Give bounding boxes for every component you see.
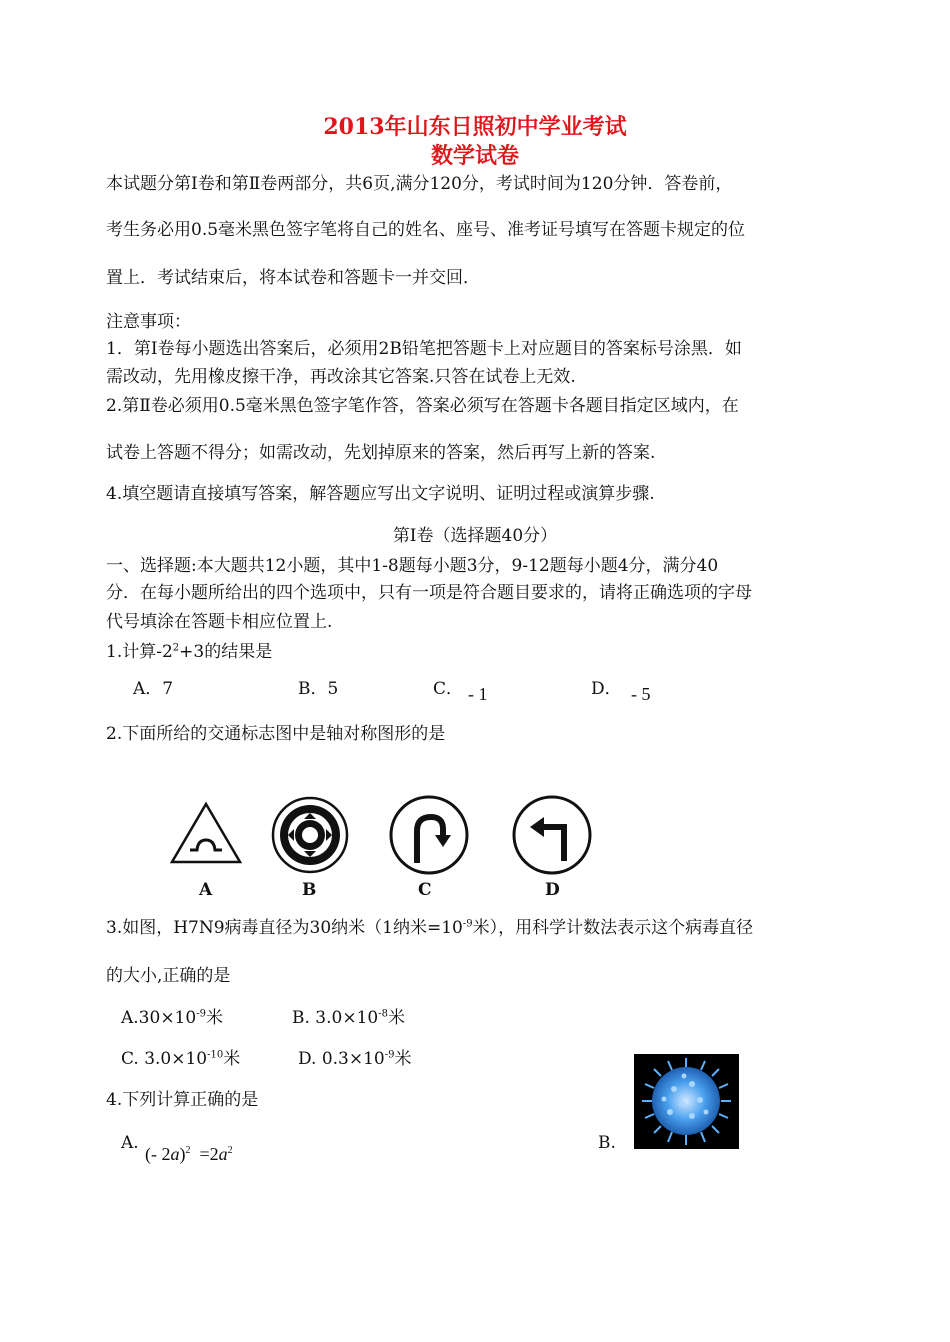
triangle-bump-sign-icon xyxy=(168,800,244,866)
q4-option-a-label: A. xyxy=(121,1133,139,1153)
section-desc-3: 代号填涂在答题卡相应位置上. xyxy=(106,612,333,632)
roundabout-sign-icon xyxy=(270,795,350,875)
note-line-3: 2.第Ⅱ卷必须用0.5毫米黑色签字笔作答，答案必须写在答题卡各题目指定区域内，在 xyxy=(106,396,739,416)
page-subtitle: 数学试卷 xyxy=(430,143,519,169)
left-turn-sign-icon xyxy=(510,793,594,877)
q3-stem-1: 3.如图，H7N9病毒直径为30纳米（1纳米$=10^{-9}$米），用科学计数法表示这个病毒直径 xyxy=(106,918,754,938)
q2-label-a: A xyxy=(199,880,213,900)
section-desc-1: 一、选择题:本大题共12小题，其中1-8题每小题3分，9-12题每小题4分，满分40 xyxy=(106,556,719,576)
q1-option-d-label: D． xyxy=(591,679,622,699)
page-title: 2013年山东日照初中学业考试 xyxy=(323,114,627,140)
note-line-5: 4.填空题请直接填写答案，解答题应写出文字说明、证明过程或演算步骤. xyxy=(106,484,655,504)
q1-option-b: B．5 xyxy=(298,679,339,699)
intro-line-2: 考生务必用0.5毫米黑色签字笔将自己的姓名、座号、准考证号填写在答题卡规定的位 xyxy=(106,220,746,240)
q1-option-d-value: - 5 xyxy=(631,684,651,704)
q1-stem: 1.计算$-2^2+3$的结果是 xyxy=(106,642,273,662)
q4-option-a-formula: (- $2a)^2 =2a^2$ xyxy=(145,1144,233,1164)
q2-label-b: B xyxy=(302,880,317,900)
section-heading: 第Ⅰ卷（选择题40分） xyxy=(392,526,558,546)
q1-option-c-value: - 1 xyxy=(468,684,488,704)
intro-line-3: 置上．考试结束后，将本试卷和答题卡一并交回． xyxy=(106,268,480,288)
u-turn-sign-icon xyxy=(387,793,471,877)
q3-stem-2: 的大小,正确的是 xyxy=(106,966,231,986)
q1-option-c-label: C． xyxy=(433,679,464,699)
note-line-4: 试卷上答题不得分；如需改动，先划掉原来的答案，然后再写上新的答案. xyxy=(106,443,656,463)
q1-option-a: A．7 xyxy=(133,679,174,699)
q4-option-b-label: B. xyxy=(598,1133,616,1153)
q3-option-b: B. $3.0\times 10^{-8}$米 xyxy=(292,1008,405,1028)
virus-image xyxy=(634,1054,739,1149)
q4-stem: 4.下列计算正确的是 xyxy=(106,1090,259,1110)
notes-heading: 注意事项： xyxy=(106,312,191,332)
intro-line-1: 本试题分第Ⅰ卷和第Ⅱ卷两部分，共6页,满分120分，考试时间为120分钟．答卷前， xyxy=(106,174,733,194)
note-line-1: 1．第Ⅰ卷每小题选出答案后，必须用2B铅笔把答题卡上对应题目的答案标号涂黑．如 xyxy=(106,339,742,359)
q2-label-d: D xyxy=(545,880,560,900)
section-desc-2: 分．在每小题所给出的四个选项中，只有一项是符合题目要求的，请将正确选项的字母 xyxy=(106,583,752,603)
note-line-2: 需改动，先用橡皮擦干净，再改涂其它答案.只答在试卷上无效. xyxy=(106,367,576,387)
q2-stem: 2.下面所给的交通标志图中是轴对称图形的是 xyxy=(106,724,446,744)
q3-option-a: $A.30\times 10^{-9}$米 xyxy=(121,1008,223,1028)
q3-option-d: D. $0.3\times 10^{-9}$米 xyxy=(298,1049,412,1069)
q3-option-c: C. $3.0\times 10^{-10}$米 xyxy=(121,1049,241,1069)
q2-label-c: C xyxy=(418,880,432,900)
